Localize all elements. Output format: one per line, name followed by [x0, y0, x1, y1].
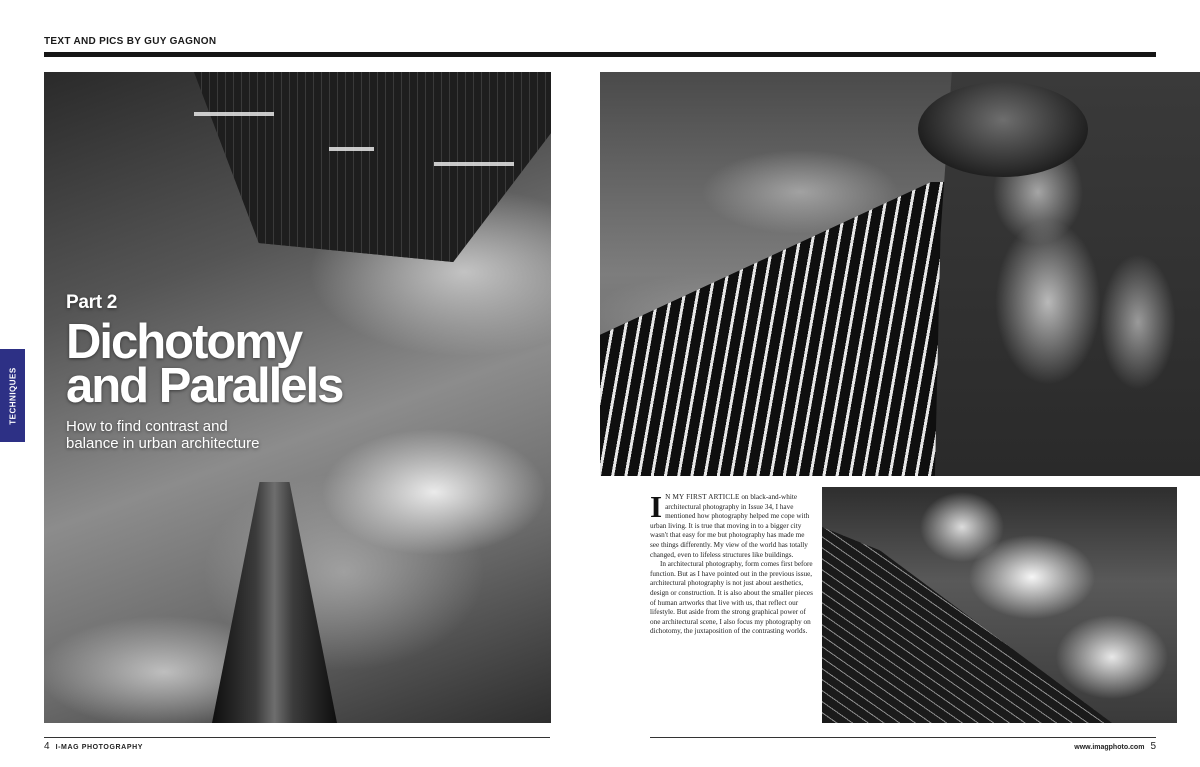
section-tab — [0, 349, 25, 442]
skyscraper-top-photo-element — [194, 72, 551, 262]
headline — [66, 315, 343, 413]
footer-rule-left — [44, 737, 550, 738]
title-block — [66, 292, 342, 452]
glass-tower-photo-element — [822, 527, 1112, 723]
headline-line-1: Dichotomy — [66, 315, 302, 369]
part-label: Part 2 — [66, 292, 118, 313]
subheadline — [66, 418, 342, 452]
subheadline-line-1: How to find contrast and — [66, 418, 228, 435]
footer-left — [44, 741, 143, 752]
magazine-brand: I-MAG PHOTOGRAPHY — [55, 744, 144, 751]
page-number-right: 5 — [1150, 741, 1156, 752]
website-url: www.imagphoto.com — [1074, 744, 1145, 751]
article-leadin: N MY FIRST ARTICLE — [665, 493, 740, 501]
hero-photo — [44, 72, 551, 723]
page-number-left: 4 — [44, 741, 50, 752]
article-paragraph-1-text: on black-and-white architectural photography in Issue 34, I have mentioned how photography helped me cope with urban living. It is true that moving in to a bigger city wasn't that easy for me but photography has made me see things differently. My view of the world has totally changed, even to lifeless structures like buildings. — [650, 493, 810, 559]
footer-right — [1074, 741, 1156, 752]
subheadline-line-2: balance in urban architecture — [66, 435, 260, 452]
glass-tower-photo — [822, 487, 1177, 723]
author-credit: TEXT AND PICS BY GUY GAGNON — [44, 36, 217, 47]
section-tab-label: TECHNIQUES — [8, 366, 17, 425]
drop-cap: I — [650, 489, 663, 524]
tower-stripe — [434, 162, 514, 166]
statue-building-photo — [600, 72, 1200, 476]
grid-building-photo-element — [600, 182, 960, 476]
skyscraper-bottom-photo-element — [212, 482, 337, 723]
headline-line-2: and Parallels — [66, 359, 343, 413]
article-paragraph-1 — [650, 489, 814, 560]
footer-rule-right — [650, 737, 1156, 738]
header-rule — [44, 52, 1156, 57]
tower-stripe — [329, 147, 374, 151]
article-body — [650, 489, 814, 637]
article-paragraph-2: In architectural photography, form comes first before function. But as I have pointed out in the previous issue, architectural photography is not just about aesthetics, design or construction. It is also about the smaller pieces of human artworks that live with us, that reflect our lifestyle. But aside from the strong graphical power of one architectural scene, I also focus my photography on dichotomy, the juxtaposition of the contrasting worlds. — [650, 560, 813, 636]
fountain-photo-element — [918, 82, 1088, 177]
tower-stripe — [194, 112, 274, 116]
